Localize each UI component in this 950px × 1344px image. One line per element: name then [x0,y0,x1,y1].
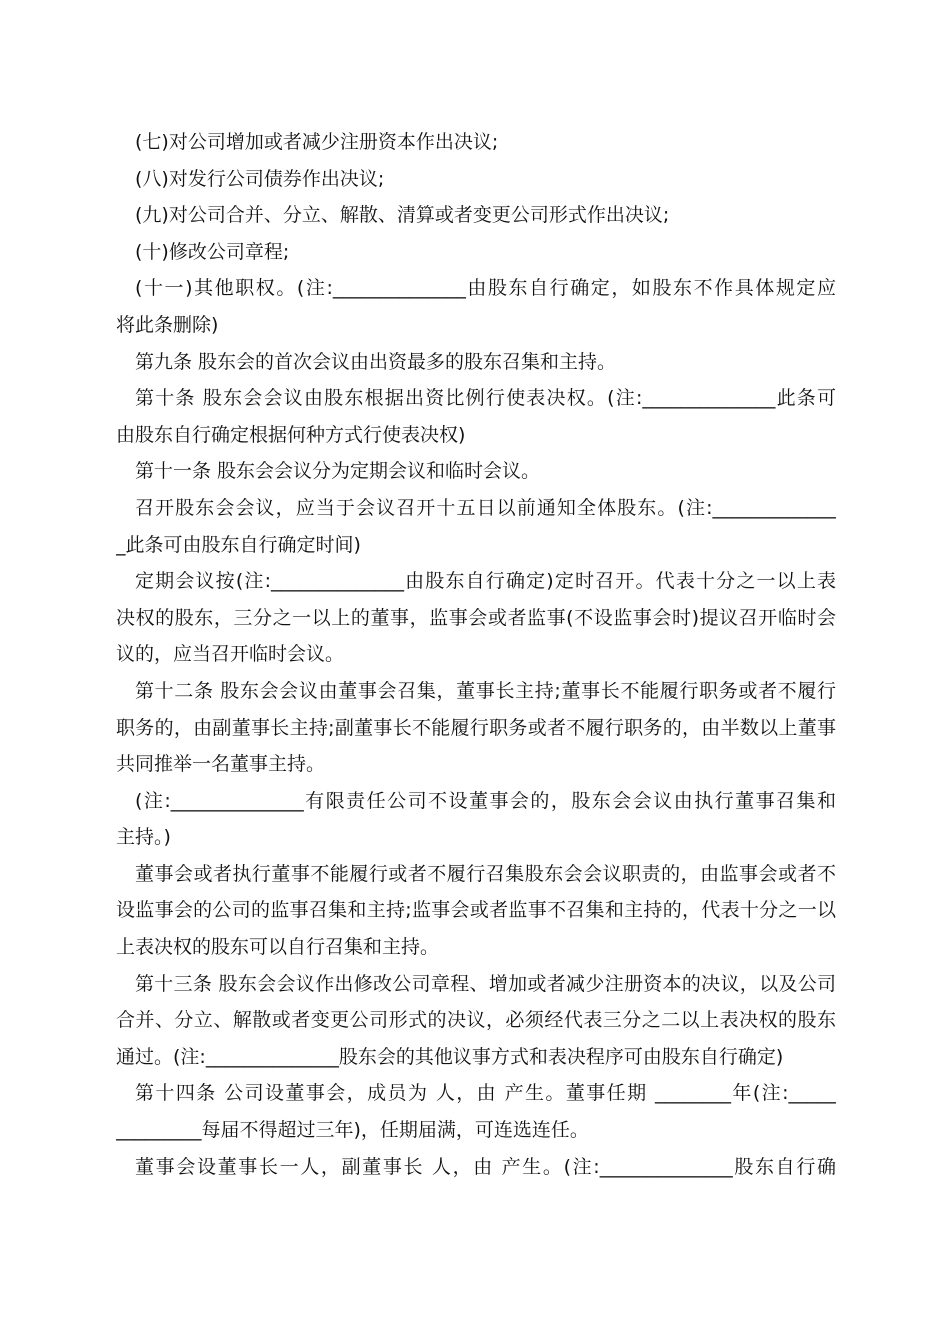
text-line: 通过。(注:______________股东会的其他议事方式和表决程序可由股东自行确定) [116,1045,784,1068]
text-line: 设监事会的公司的监事召集和主持;监事会或者监事不召集和主持的，代表十分之一以 [116,899,836,922]
text-line: 上表决权的股东可以自行召集和主持。 [116,936,440,959]
text-line: 董事会设董事长一人，副董事长 人，由 产生。(注:______________股东自行确 [135,1155,836,1178]
text-line: 第十一条 股东会会议分为定期会议和临时会议。 [135,460,541,483]
text-line: 由股东自行确定根据何种方式行使表决权) [116,423,466,446]
text-line: 第十四条 公司设董事会，成员为 人，由 产生。董事任期 ________年(注:_____ [135,1082,836,1105]
text-line: 主持。) [116,826,171,849]
text-line: 第十二条 股东会会议由董事会召集，董事长主持;董事长不能履行职务或者不履行 [135,679,836,702]
text-line: 将此条删除) [116,313,219,336]
text-line: 第十条 股东会会议由股东根据出资比例行使表决权。(注:______________此条可 [135,387,836,410]
text-line: 召开股东会会议，应当于会议召开十五日以前通知全体股东。(注:_____________ [135,496,836,519]
text-line: (十)修改公司章程; [135,240,290,263]
text-line: (注:______________有限责任公司不设董事会的，股东会会议由执行董事召集和 [135,789,836,812]
text-line: 第九条 股东会的首次会议由出资最多的股东召集和主持。 [135,350,617,373]
text-line: _________每届不得超过三年)，任期届满，可连选连任。 [116,1119,589,1142]
text-line: 决权的股东，三分之一以上的董事，监事会或者监事(不设监事会时)提议召开临时会 [116,606,836,629]
text-line: (十一)其他职权。(注:______________由股东自行确定，如股东不作具体规定应 [135,277,836,300]
text-line: (八)对发行公司债券作出决议; [135,167,385,190]
text-line: (九)对公司合并、分立、解散、清算或者变更公司形式作出决议; [135,204,670,227]
text-line: 议的，应当召开临时会议。 [116,643,345,666]
text-line: 共同推举一名董事主持。 [116,753,326,776]
text-line: 定期会议按(注:______________由股东自行确定)定时召开。代表十分之一以上表 [135,570,836,593]
text-line: 合并、分立、解散或者变更公司形式的决议，必须经代表三分之二以上表决权的股东 [116,1009,836,1032]
text-line: 董事会或者执行董事不能履行或者不履行召集股东会会议职责的，由监事会或者不 [135,862,836,885]
text-line: 职务的，由副董事长主持;副董事长不能履行职务或者不履行职务的，由半数以上董事 [116,716,836,739]
text-line: 第十三条 股东会会议作出修改公司章程、增加或者减少注册资本的决议，以及公司 [135,972,836,995]
text-line: _此条可由股东自行确定时间) [116,533,361,556]
text-line: (七)对公司增加或者减少注册资本作出决议; [135,131,499,153]
document-page [116,124,836,1185]
